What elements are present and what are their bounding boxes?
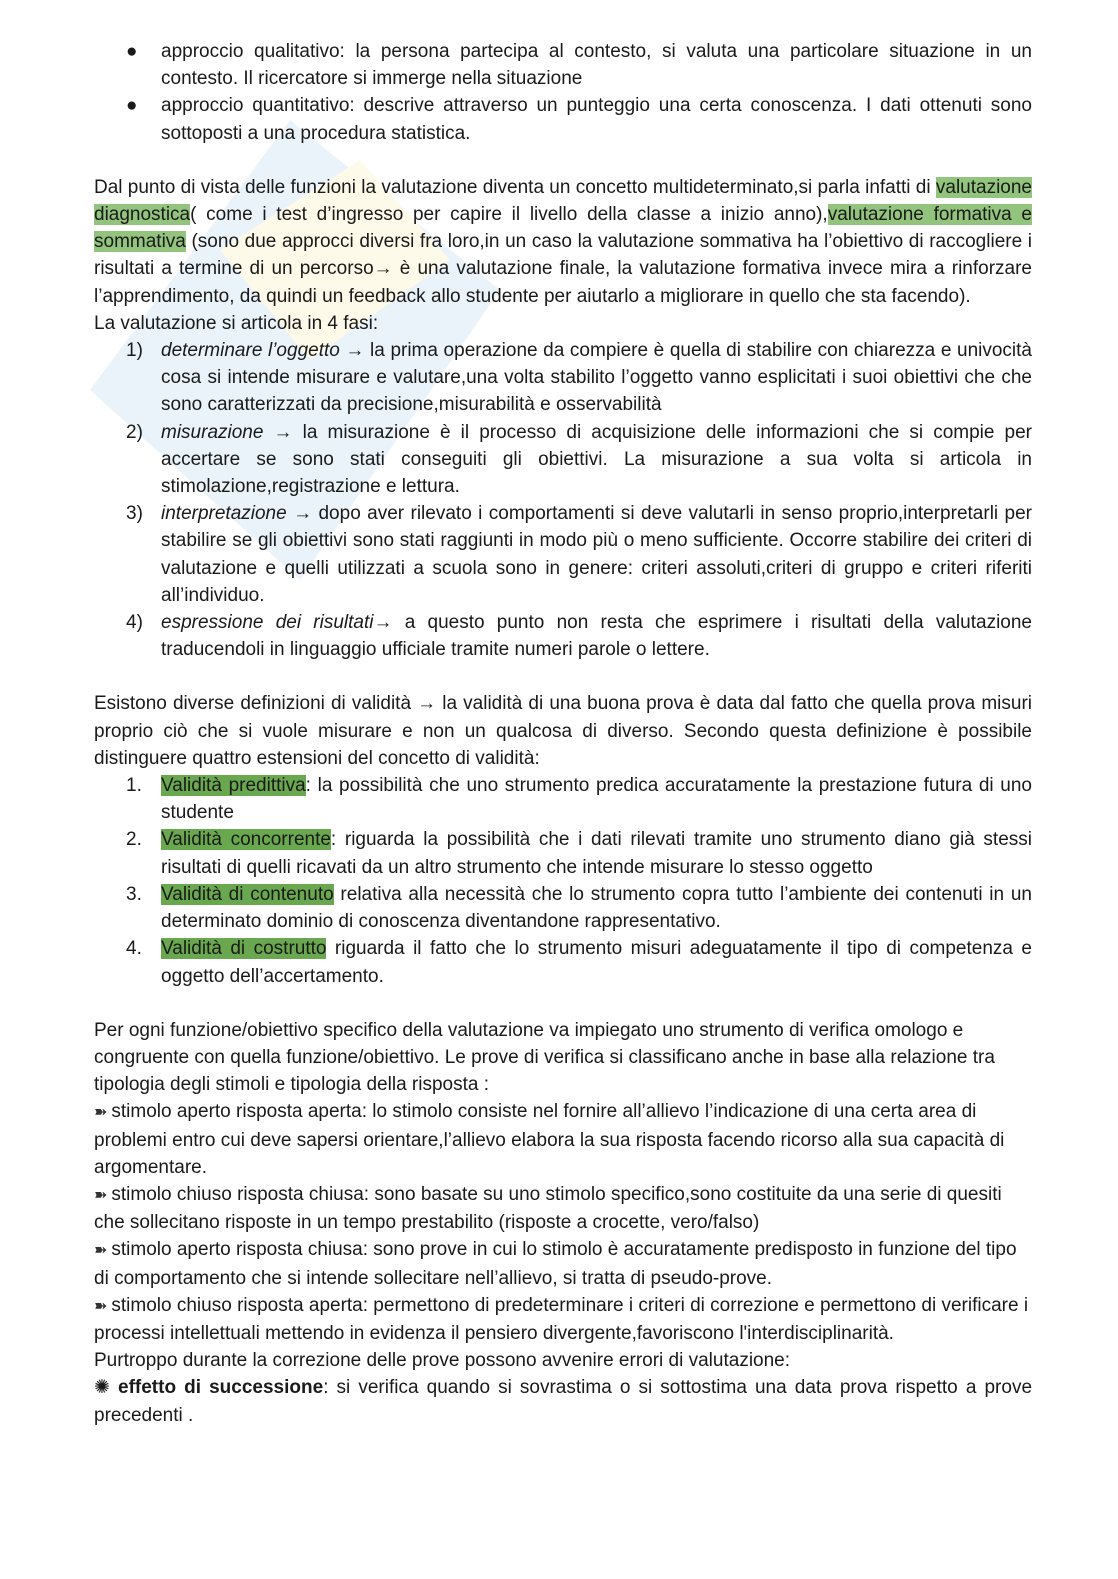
list-item: 1. Validità predittiva: la possibilità che uno strumento predica accuratamente la prestazione futura di uno studente: [126, 775, 1033, 824]
funzioni-paragraph: Dal punto di vista delle funzioni la valutazione diventa un concetto multideterminato,si parla infatti di valutazione diagnostica( come i test d’ingresso per capire il livello della classe a inizio anno),valutazione formativa e sommativa (sono due approcci diversi fra loro,in un caso la valutazione sommativa ha l’obiettivo di raccogliere i risultati a termine di un percorso→ è una valutazione finale, la valutazione formativa invece mira a rinforzare l’apprendimento, da quindi un feedback allo studente per aiutarlo a migliorare in quello che sta facendo).: [94, 176, 1032, 307]
list-item: ● approccio qualitativo: la persona partecipa al contesto, si valuta una particolare situazione in un contesto. Il ricercatore si immerge nella situazione: [94, 38, 1032, 92]
list-item: 3. Validità di contenuto relativa alla necessità che lo strumento copra tutto l’ambiente dei contenuti in un determinato dominio di conoscenza diventandone rappresentativo.: [126, 883, 1032, 933]
list-item: 3) interpretazione → dopo aver rilevato i comportamenti si deve valutarli in senso proprio,interpretarli per stabilire se gli obiettivi sono stati raggiunti in modo più o meno sufficiente. Occorre stabilire dei criteri di valutazione e quelli utilizzati a scuola sono in genere: criteri assoluti,criteri di gruppo e criteri riferiti all’individuo.: [126, 503, 1032, 606]
approach-list: [94, 38, 1032, 147]
bullet-icon: ●: [126, 41, 138, 62]
prove-item: ➽ stimolo chiuso risposta aperta: permettono di predeterminare i criteri di correzione e permettono di verificare i processi intellettuali mettendo in evidenza il pensiero divergente,favoriscono l'interdisciplinarità.: [94, 1294, 1029, 1344]
list-item: 2. Validità concorrente: riguarda la possibilità che i dati rilevati tramite uno strumento diano già stessi risultati di quelli ricavati da un altro strumento che intende misurare lo stesso oggetto: [126, 829, 1032, 878]
errori-intro: Purtroppo durante la correzione delle prove possono avvenire errori di valutazione:: [94, 1350, 791, 1372]
list-item: 2) misurazione → la misurazione è il processo di acquisizione delle informazioni che si compie per accertare se sono stati conseguiti gli obiettivi. La misurazione a sua volta si articola in stimolazione,registrazione e lettura.: [126, 421, 1032, 498]
fasi-intro: La valutazione si articola in 4 fasi:: [94, 312, 379, 334]
list-item: 4. Validità di costrutto riguarda il fatto che lo strumento misuri adeguatamente il tipo di competenza e oggetto dell’accertamento.: [126, 938, 1032, 987]
highlight-term: Validità concorrente: [161, 829, 331, 851]
prove-intro: Per ogni funzione/obiettivo specifico della valutazione va impiegato uno strumento di verifica omologo e congruente con quella funzione/obiettivo. Le prove di verifica si classificano anche in base alla relazione tra tipologia degli stimoli e tipologia della risposta :: [94, 1019, 995, 1096]
arrow-icon: ➽: [94, 1186, 108, 1204]
validita-intro: Esistono diverse definizioni di validità → la validità di una buona prova è data dal fatto che quella prova misuri proprio ciò che si vuole misurare e non un qualcosa di diverso. Secondo questa definizione è possibile distinguere quattro estensioni del concetto di validità:: [94, 693, 1032, 769]
sun-icon: ✺: [94, 1377, 110, 1399]
highlight-term: Validità predittiva: [161, 775, 306, 797]
list-item: 1) determinare l’oggetto → la prima operazione da compiere è quella di stabilire con chiarezza e univocità cosa si intende misurare e valutare,una volta stabilito l’oggetto vanno esplicitati i suoi obiettivi che che sono caratterizzati da precisione,misurabilità e osservabilità: [126, 340, 1032, 416]
highlight-formativa-sommativa: valutazione formativa e sommativa: [94, 204, 1032, 253]
highlight-diagnostica: valutazione diagnostica: [94, 176, 1032, 226]
fasi-list: [94, 337, 1032, 663]
document-page: [94, 38, 1032, 1429]
validita-list: [94, 772, 1032, 990]
bullet-icon: ●: [126, 95, 138, 117]
errore-item: ✺ effetto di successione: si verifica quando si sovrastima o si sottostima una data prova rispetto a prove precedenti .: [94, 1377, 1033, 1426]
highlight-term: Validità di costrutto: [161, 938, 327, 960]
arrow-icon: ➽: [94, 1297, 108, 1315]
prove-item: ➽ stimolo aperto risposta aperta: lo stimolo consiste nel fornire all’allievo l’indicazione di una certa area di problemi entro cui deve sapersi orientare,l’allievo elabora la sua risposta facendo ricorso alla sua capacità di argomentare.: [94, 1101, 1005, 1178]
list-item: 4) espressione dei risultati→ a questo punto non resta che esprimere i risultati della valutazione traducendoli in linguaggio ufficiale tramite numeri parole o lettere.: [126, 612, 1032, 661]
prove-item: ➽ stimolo aperto risposta chiusa: sono prove in cui lo stimolo è accuratamente predisposto in funzione del tipo di comportamento che si intende sollecitare nell’allievo, si tratta di pseudo-prove.: [94, 1239, 1017, 1289]
prove-item: ➽ stimolo chiuso risposta chiusa: sono basate su uno stimolo specifico,sono costituite da una serie di quesiti che sollecitano risposte in un tempo prestabilito (risposte a crocette, vero/falso): [94, 1183, 1002, 1234]
list-item: ● approccio quantitativo: descrive attraverso un punteggio una certa conoscenza. I dati ottenuti sono sottoposti a una procedura statistica.: [94, 92, 1032, 146]
arrow-icon: ➽: [94, 1242, 108, 1260]
highlight-term: Validità di contenuto: [161, 883, 334, 905]
arrow-icon: ➽: [94, 1104, 108, 1122]
